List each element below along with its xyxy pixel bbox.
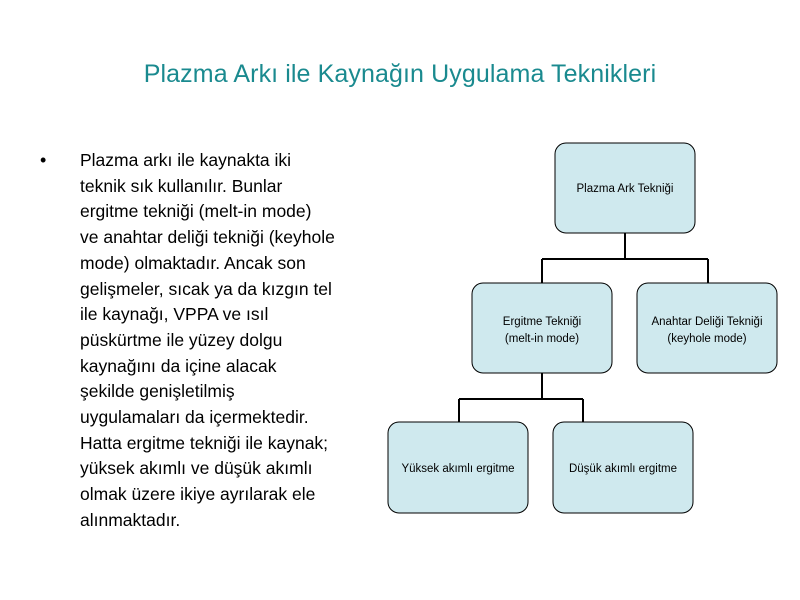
node-plazma-ark-teknigi: [555, 143, 695, 233]
node-ergitme-teknigi: [472, 283, 612, 373]
node-anahtar-deligi-teknigi: [637, 283, 777, 373]
node-dusuk-akimli-ergitme-label: Düşük akımlı ergitme: [568, 463, 678, 475]
slide-title: Plazma Arkı ile Kaynağın Uygulama Teknikleri: [143, 60, 657, 88]
node-yuksek-akimli-ergitme-label: Yüksek akımlı ergitme: [401, 463, 515, 475]
node-yuksek-akimli-ergitme: [388, 422, 528, 513]
node-ergitme-teknigi-label: Ergitme Tekniği: [502, 316, 582, 328]
bullet-text: Plazma arkı ile kaynakta iki teknik sık kullanılır. Bunlar ergitme tekniği (melt-in mode) ve anahtar deliği tekniği (keyhole mode) olmaktadır. Ancak son gelişmeler, sıcak ya da kızgın tel ile kaynağı, VPPA ve ısıl püskürtme ile yüzey dolgu kaynağını da içine alacak şekilde genişletilmiş uygulamaları da içermektedir. Hatta ergitme tekniği ile kaynak; yüksek akımlı ve düşük akımlı olmak üzere ikiye ayrılarak ele alınmaktadır.: [80, 150, 335, 530]
bullet-symbol: •: [40, 150, 47, 170]
node-dusuk-akimli-ergitme: [553, 422, 693, 513]
connector-meltin-to-level2: [459, 373, 583, 422]
node-anahtar-deligi-teknigi-sublabel: (keyhole mode): [667, 333, 747, 345]
connector-root-to-level1: [542, 233, 708, 283]
node-ergitme-teknigi-sublabel: (melt-in mode): [504, 333, 580, 345]
node-plazma-ark-teknigi-label: Plazma Ark Tekniği: [576, 183, 674, 195]
node-anahtar-deligi-teknigi-label: Anahtar Deliği Tekniği: [651, 316, 763, 328]
